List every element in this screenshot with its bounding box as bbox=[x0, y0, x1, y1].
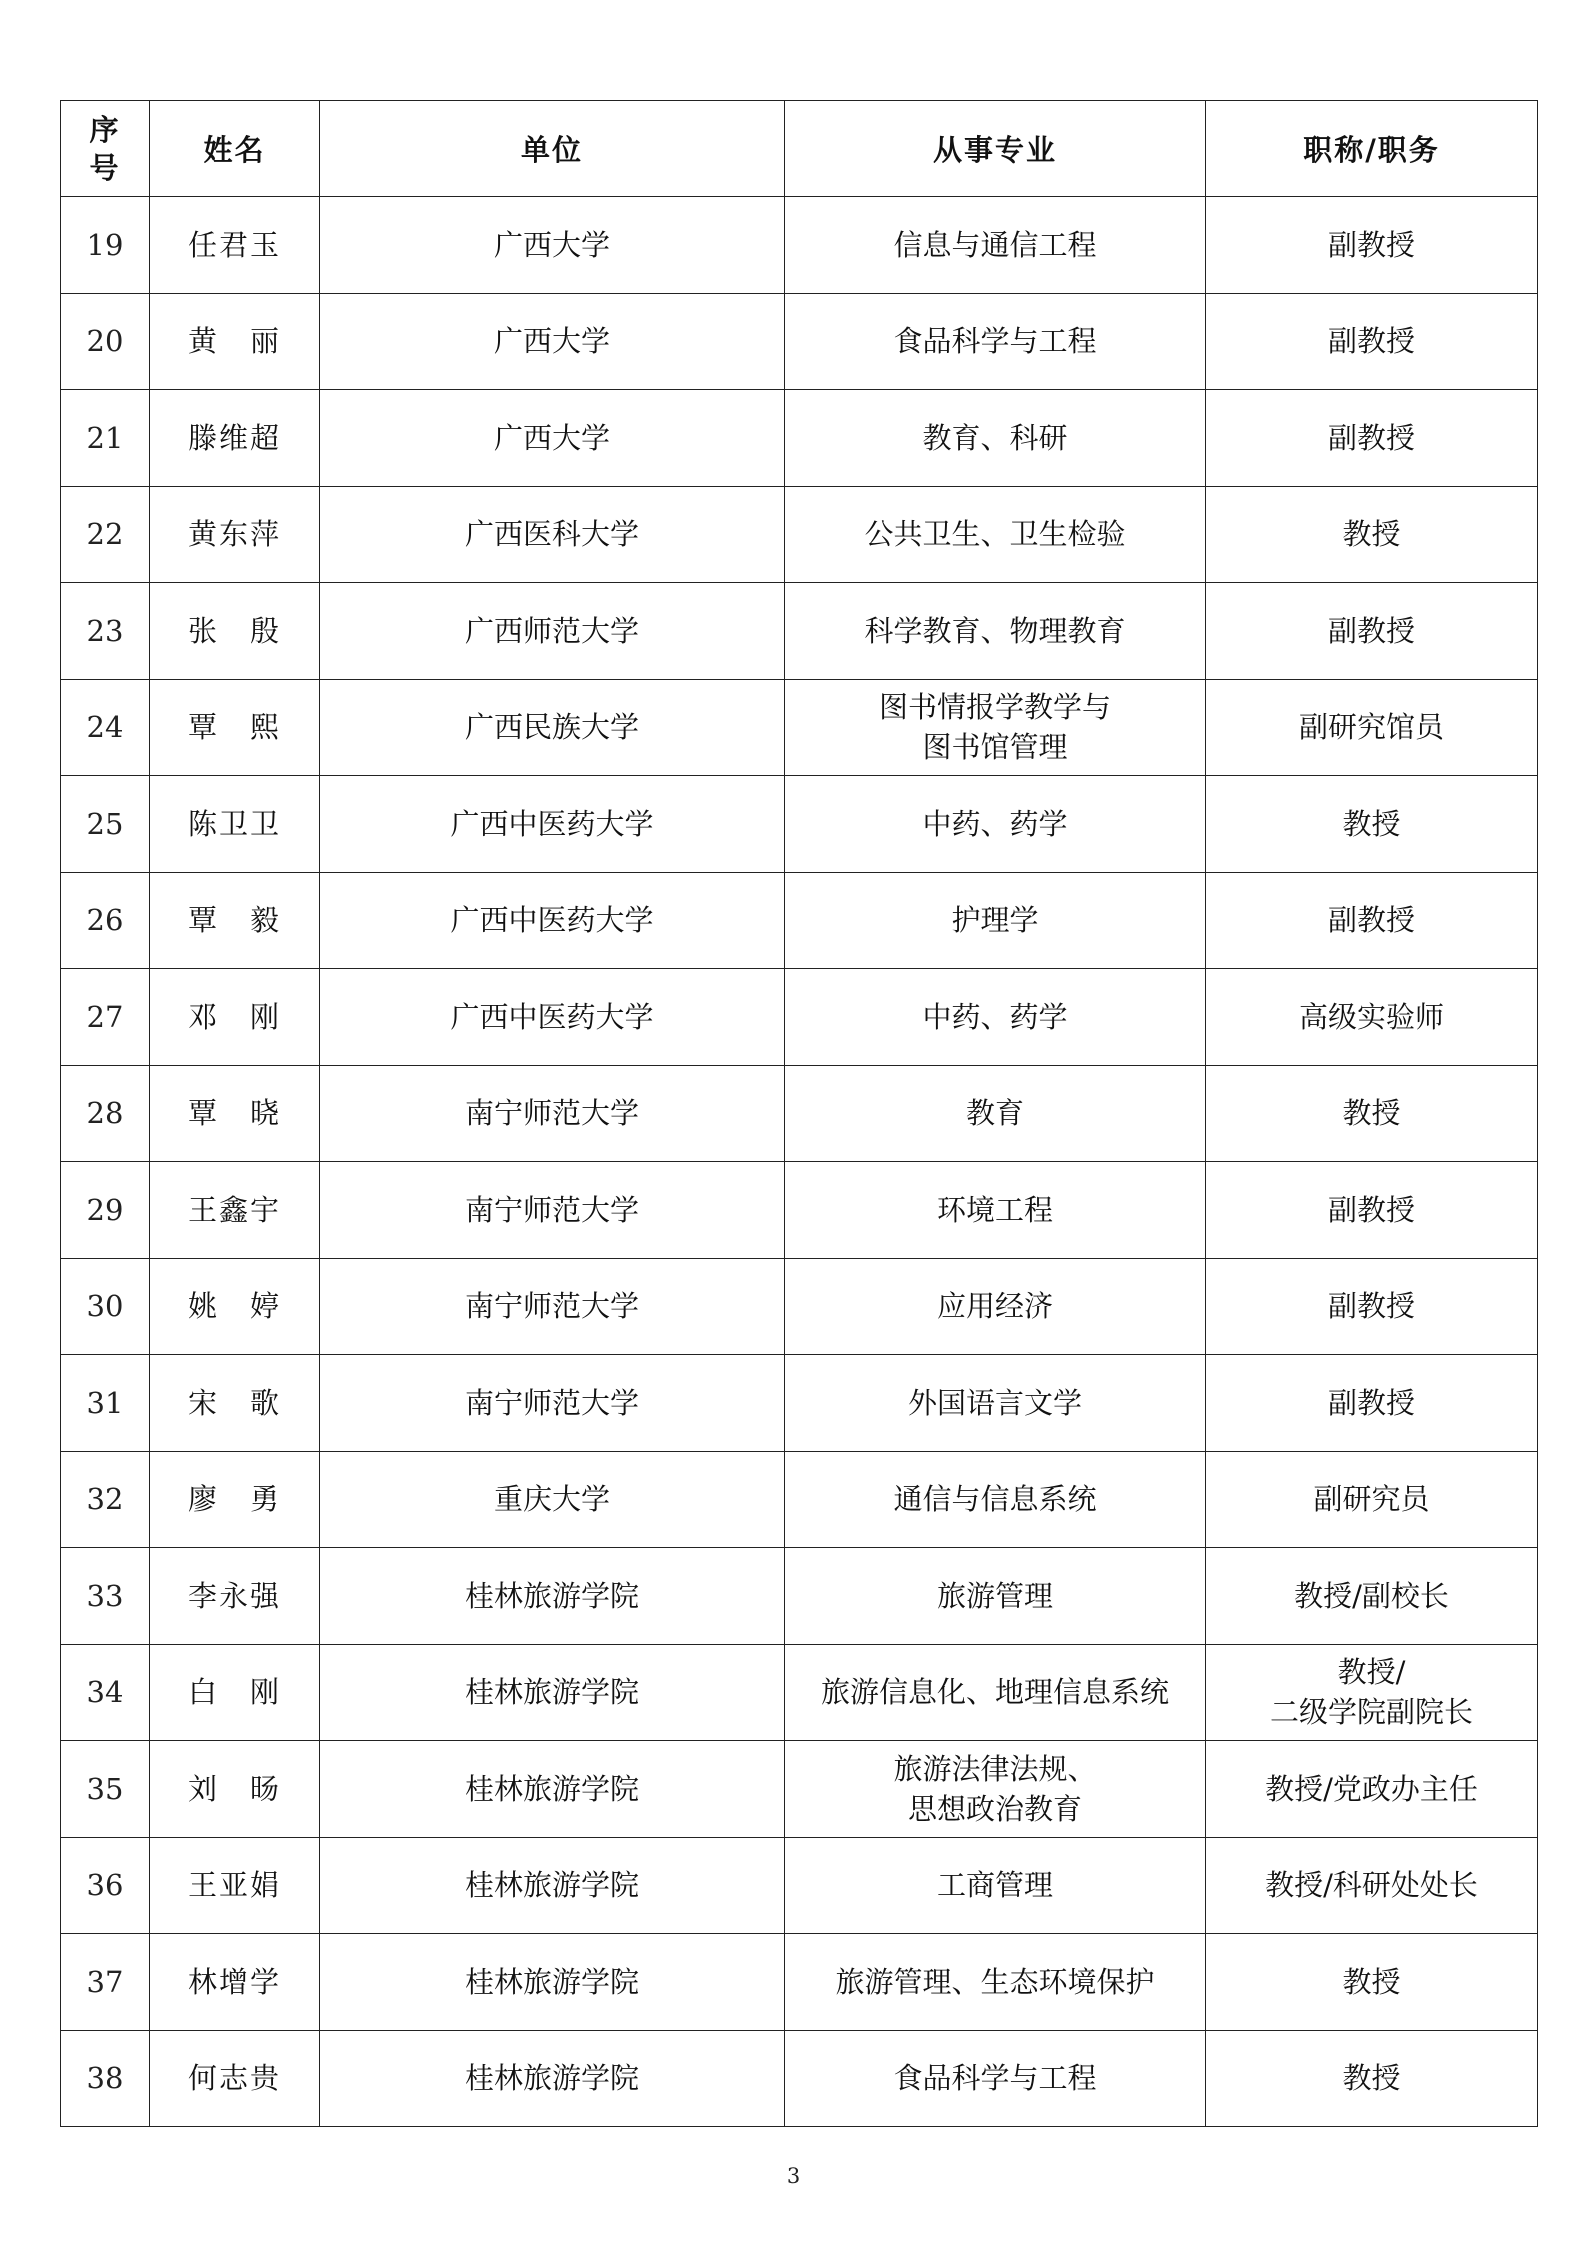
table-row bbox=[61, 872, 1538, 969]
row-name: 王亚娟 bbox=[150, 1837, 320, 1934]
row-seq: 38 bbox=[61, 2030, 150, 2127]
row-name: 何志贵 bbox=[150, 2030, 320, 2127]
row-major bbox=[785, 486, 1206, 583]
row-unit: 南宁师范大学 bbox=[320, 1162, 785, 1259]
table-row bbox=[61, 197, 1538, 294]
row-major bbox=[785, 583, 1206, 680]
row-major bbox=[785, 969, 1206, 1066]
row-unit: 广西医科大学 bbox=[320, 486, 785, 583]
row-seq: 36 bbox=[61, 1837, 150, 1934]
row-title-line: 副研究员 bbox=[1313, 1482, 1430, 1517]
row-title-line: 教授 bbox=[1342, 1964, 1401, 1999]
row-major-line: 科学教育、物理教育 bbox=[864, 613, 1126, 648]
row-name: 李永强 bbox=[150, 1548, 320, 1645]
row-major-line: 思想政治教育 bbox=[907, 1791, 1082, 1826]
row-title-line: 副教授 bbox=[1327, 903, 1415, 938]
row-major-line: 通信与信息系统 bbox=[893, 1482, 1097, 1517]
row-seq: 34 bbox=[61, 1644, 150, 1741]
table-row bbox=[61, 1741, 1538, 1838]
row-title bbox=[1206, 2030, 1538, 2127]
header-unit: 单位 bbox=[320, 101, 785, 197]
row-title bbox=[1206, 776, 1538, 873]
row-name: 林增学 bbox=[150, 1934, 320, 2031]
row-major bbox=[785, 1162, 1206, 1259]
row-major bbox=[785, 776, 1206, 873]
row-unit: 桂林旅游学院 bbox=[320, 1837, 785, 1934]
row-major bbox=[785, 1065, 1206, 1162]
header-seq: 序 号 bbox=[61, 101, 150, 197]
table-row bbox=[61, 293, 1538, 390]
row-major bbox=[785, 1355, 1206, 1452]
row-major bbox=[785, 1548, 1206, 1645]
row-title bbox=[1206, 293, 1538, 390]
row-seq: 26 bbox=[61, 872, 150, 969]
row-title-line: 副教授 bbox=[1327, 1192, 1415, 1227]
table-row bbox=[61, 1451, 1538, 1548]
row-title-line: 副教授 bbox=[1327, 1289, 1415, 1324]
table-row bbox=[61, 1837, 1538, 1934]
row-seq: 30 bbox=[61, 1258, 150, 1355]
page-number: 3 bbox=[786, 2164, 801, 2188]
expert-roster-table bbox=[60, 100, 1538, 2127]
row-title bbox=[1206, 1934, 1538, 2031]
row-title-line: 教授/ bbox=[1337, 1655, 1406, 1690]
row-major-line: 中药、药学 bbox=[922, 806, 1068, 841]
row-major bbox=[785, 390, 1206, 487]
row-title bbox=[1206, 1644, 1538, 1741]
row-major bbox=[785, 872, 1206, 969]
row-unit: 桂林旅游学院 bbox=[320, 1644, 785, 1741]
row-title bbox=[1206, 390, 1538, 487]
row-title-line: 教授 bbox=[1342, 2061, 1401, 2096]
row-title-line: 高级实验师 bbox=[1298, 999, 1444, 1034]
row-unit: 重庆大学 bbox=[320, 1451, 785, 1548]
row-major-line: 应用经济 bbox=[936, 1289, 1053, 1324]
table-row bbox=[61, 1065, 1538, 1162]
row-major bbox=[785, 293, 1206, 390]
row-major-line: 环境工程 bbox=[936, 1192, 1053, 1227]
row-title-line: 教授 bbox=[1342, 1096, 1401, 1131]
row-major bbox=[785, 1934, 1206, 2031]
row-unit: 桂林旅游学院 bbox=[320, 2030, 785, 2127]
row-major-line: 公共卫生、卫生检验 bbox=[864, 517, 1126, 552]
table-row bbox=[61, 1355, 1538, 1452]
row-unit: 广西大学 bbox=[320, 197, 785, 294]
row-seq: 31 bbox=[61, 1355, 150, 1452]
row-major-line: 旅游法律法规、 bbox=[893, 1751, 1097, 1786]
header-name: 姓名 bbox=[150, 101, 320, 197]
row-major bbox=[785, 197, 1206, 294]
row-title-line: 教授/副校长 bbox=[1294, 1578, 1449, 1613]
row-seq: 33 bbox=[61, 1548, 150, 1645]
row-name: 姚 婷 bbox=[150, 1258, 320, 1355]
row-seq: 19 bbox=[61, 197, 150, 294]
row-title bbox=[1206, 872, 1538, 969]
row-major-line: 食品科学与工程 bbox=[893, 324, 1097, 359]
row-major bbox=[785, 679, 1206, 776]
row-unit: 广西中医药大学 bbox=[320, 872, 785, 969]
row-unit: 广西师范大学 bbox=[320, 583, 785, 680]
row-name: 黄东萍 bbox=[150, 486, 320, 583]
row-name: 刘 旸 bbox=[150, 1741, 320, 1838]
row-major-line: 旅游管理、生态环境保护 bbox=[835, 1964, 1155, 1999]
row-title bbox=[1206, 1451, 1538, 1548]
row-title-line: 副教授 bbox=[1327, 613, 1415, 648]
row-title bbox=[1206, 486, 1538, 583]
row-major-line: 旅游管理 bbox=[936, 1578, 1053, 1613]
header-major: 从事专业 bbox=[785, 101, 1206, 197]
row-major bbox=[785, 1258, 1206, 1355]
table-row bbox=[61, 1548, 1538, 1645]
row-title bbox=[1206, 1065, 1538, 1162]
row-seq: 24 bbox=[61, 679, 150, 776]
row-title-line: 副教授 bbox=[1327, 324, 1415, 359]
row-seq: 20 bbox=[61, 293, 150, 390]
table-row bbox=[61, 1934, 1538, 2031]
row-name: 覃 晓 bbox=[150, 1065, 320, 1162]
row-title-line: 教授/党政办主任 bbox=[1265, 1771, 1478, 1806]
row-title bbox=[1206, 1548, 1538, 1645]
table-row bbox=[61, 969, 1538, 1066]
row-name: 任君玉 bbox=[150, 197, 320, 294]
table-row bbox=[61, 1258, 1538, 1355]
header-title: 职称/职务 bbox=[1206, 101, 1538, 197]
table-row bbox=[61, 679, 1538, 776]
row-major-line: 外国语言文学 bbox=[907, 1385, 1082, 1420]
row-title-line: 副研究馆员 bbox=[1298, 710, 1444, 745]
row-seq: 35 bbox=[61, 1741, 150, 1838]
row-title-line: 副教授 bbox=[1327, 420, 1415, 455]
row-title-line: 二级学院副院长 bbox=[1269, 1695, 1473, 1730]
row-name: 廖 勇 bbox=[150, 1451, 320, 1548]
row-major bbox=[785, 1837, 1206, 1934]
row-name: 白 刚 bbox=[150, 1644, 320, 1741]
row-title bbox=[1206, 1355, 1538, 1452]
table-row bbox=[61, 583, 1538, 680]
table-row bbox=[61, 776, 1538, 873]
row-title bbox=[1206, 1258, 1538, 1355]
row-major-line: 教育 bbox=[965, 1096, 1024, 1131]
row-name: 覃 毅 bbox=[150, 872, 320, 969]
table-row bbox=[61, 390, 1538, 487]
row-major-line: 图书情报学教学与 bbox=[878, 690, 1111, 725]
row-title bbox=[1206, 1837, 1538, 1934]
row-title-line: 副教授 bbox=[1327, 1385, 1415, 1420]
row-title-line: 副教授 bbox=[1327, 227, 1415, 262]
row-seq: 22 bbox=[61, 486, 150, 583]
row-seq: 32 bbox=[61, 1451, 150, 1548]
row-unit: 桂林旅游学院 bbox=[320, 1548, 785, 1645]
row-major bbox=[785, 1644, 1206, 1741]
row-major-line: 工商管理 bbox=[936, 1868, 1053, 1903]
row-major-line: 教育、科研 bbox=[922, 420, 1068, 455]
row-major-line: 旅游信息化、地理信息系统 bbox=[820, 1675, 1169, 1710]
row-name: 宋 歌 bbox=[150, 1355, 320, 1452]
row-title bbox=[1206, 1741, 1538, 1838]
table-row bbox=[61, 486, 1538, 583]
row-name: 陈卫卫 bbox=[150, 776, 320, 873]
row-title bbox=[1206, 969, 1538, 1066]
row-seq: 37 bbox=[61, 1934, 150, 2031]
row-seq: 21 bbox=[61, 390, 150, 487]
row-major bbox=[785, 2030, 1206, 2127]
row-name: 覃 熙 bbox=[150, 679, 320, 776]
row-major-line: 图书馆管理 bbox=[922, 730, 1068, 765]
row-major-line: 信息与通信工程 bbox=[893, 227, 1097, 262]
row-title bbox=[1206, 197, 1538, 294]
row-unit: 广西中医药大学 bbox=[320, 969, 785, 1066]
row-title-line: 教授/科研处处长 bbox=[1265, 1868, 1478, 1903]
row-unit: 南宁师范大学 bbox=[320, 1065, 785, 1162]
row-seq: 28 bbox=[61, 1065, 150, 1162]
row-unit: 桂林旅游学院 bbox=[320, 1934, 785, 2031]
row-unit: 广西大学 bbox=[320, 390, 785, 487]
row-name: 滕维超 bbox=[150, 390, 320, 487]
row-unit: 南宁师范大学 bbox=[320, 1355, 785, 1452]
row-major-line: 护理学 bbox=[951, 903, 1039, 938]
row-major-line: 中药、药学 bbox=[922, 999, 1068, 1034]
row-name: 黄 丽 bbox=[150, 293, 320, 390]
row-name: 王鑫宇 bbox=[150, 1162, 320, 1259]
row-unit: 南宁师范大学 bbox=[320, 1258, 785, 1355]
row-title-line: 教授 bbox=[1342, 806, 1401, 841]
row-seq: 27 bbox=[61, 969, 150, 1066]
row-title bbox=[1206, 679, 1538, 776]
row-title bbox=[1206, 583, 1538, 680]
row-unit: 广西民族大学 bbox=[320, 679, 785, 776]
table-row bbox=[61, 1644, 1538, 1741]
table-row bbox=[61, 1162, 1538, 1259]
row-name: 张 殷 bbox=[150, 583, 320, 680]
row-major-line: 食品科学与工程 bbox=[893, 2061, 1097, 2096]
table-row bbox=[61, 2030, 1538, 2127]
row-name: 邓 刚 bbox=[150, 969, 320, 1066]
row-seq: 25 bbox=[61, 776, 150, 873]
row-unit: 广西大学 bbox=[320, 293, 785, 390]
row-title bbox=[1206, 1162, 1538, 1259]
table-body bbox=[61, 197, 1538, 2127]
row-unit: 桂林旅游学院 bbox=[320, 1741, 785, 1838]
row-seq: 29 bbox=[61, 1162, 150, 1259]
row-seq: 23 bbox=[61, 583, 150, 680]
table-header-row bbox=[61, 101, 1538, 197]
row-major bbox=[785, 1741, 1206, 1838]
row-title-line: 教授 bbox=[1342, 517, 1401, 552]
row-major bbox=[785, 1451, 1206, 1548]
row-unit: 广西中医药大学 bbox=[320, 776, 785, 873]
